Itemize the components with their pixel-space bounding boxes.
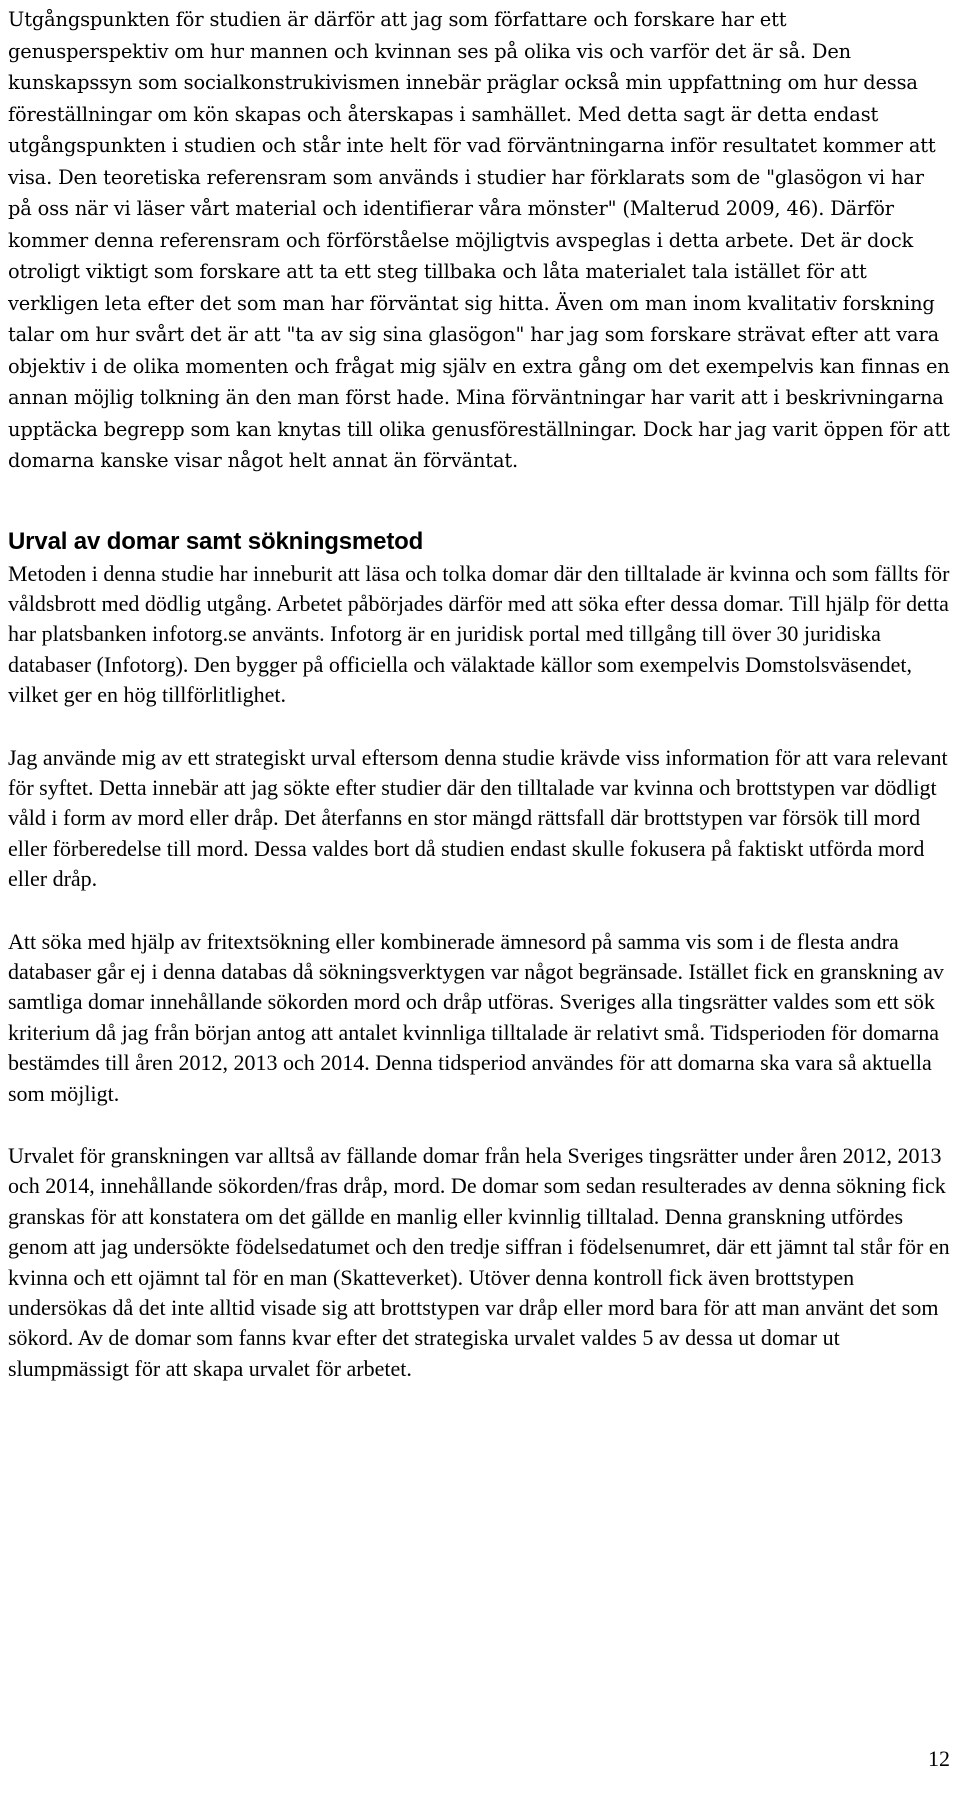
paragraph-selection-summary: Urvalet för granskningen var alltså av fällande domar från hela Sveriges tingsrätter under åren 2012, 2013 och 2014, innehållande sökorden/fras dråp, mord. De domar som sedan resulterades av denna sökning fick granskas för att konstatera om det gällde en manlig eller kvinnlig tilltalad. Denna granskning utfördes genom att jag undersökte födelsedatumet och den tredje siffran i födelsenumret, där ett jämnt tal står för en kvinna och ett ojämnt tal för en man (Skatteverket). Utöver denna kontroll fick även brottstypen undersökas då det inte alltid visade sig att brottstypen var dråp eller mord bara för att man använt det som sökord. Av de domar som fanns kvar efter det strategiska urvalet valdes 5 av dessa ut domar ut slumpmässigt för att skapa urvalet för arbetet. xyxy=(8,1143,950,1381)
document-body xyxy=(8,4,952,1384)
paragraph-strategic-selection: Jag använde mig av ett strategiskt urval eftersom denna studie krävde viss information för att vara relevant för syftet. Detta innebär att jag sökte efter studier där den tilltalade var kvinna och brottstypen var dödligt våld i form av mord eller dråp. Det återfanns en stor mängd rättsfall där brottstypen var försök till mord eller förberedelse till mord. Dessa valdes bort då studien endast skulle fokusera på faktiskt utförda mord eller dråp. xyxy=(8,744,948,892)
paragraph-search-tools: Att söka med hjälp av fritextsökning eller kombinerade ämnesord på samma vis som i de flesta andra databaser går ej i denna databas då sökningsverktygen var något begränsade. Istället fick en granskning av samtliga domar innehållande sökorden mord och dråp utföras. Sveriges alla tingsrätter valdes som ett sök kriterium då jag från början antog att antalet kvinnliga tilltalade är relativt små. Tidsperioden för domarna bestämdes till åren 2012, 2013 och 2014. Denna tidsperiod användes för att domarna ska vara så aktuella som möjligt. xyxy=(8,928,944,1106)
section-heading: Urval av domar samt sökningsmetod xyxy=(8,527,424,555)
page-number: 12 xyxy=(928,1746,950,1771)
intro-paragraph: Utgångspunkten för studien är därför att jag som författare och forskare har ett genusperspektiv om hur mannen och kvinnan ses på olika vis och varför det är så. Den kunskapssyn som socialkonstrukivismen innebär präglar också min uppfattning om hur dessa föreställningar om kön skapas och återskapas i samhället. Med detta sagt är detta endast utgångspunkten i studien och står inte helt för vad förväntningarna inför resultatet kommer att visa. Den teoretiska referensram som används i studier har förklarats som de "glasögon vi har på oss när vi läser vårt material och identifierar våra mönster" (Malterud 2009, 46). Därför kommer denna referensram och förförståelse möjligtvis avspeglas i detta arbete. Det är dock otroligt viktigt som forskare att ta ett steg tillbaka och låta materialet tala istället för att verkligen leta efter det som man har förväntat sig hitta. Även om man inom kvalitativ forskning talar om hur svårt det är att "ta av sig sina glasögon" har jag som forskare strävat efter att vara objektiv i de olika momenten och frågat mig själv en extra gång om det exempelvis kan finnas en annan möjlig tolkning än den man först hade. Mina förväntningar har varit att i beskrivningarna upptäcka begrepp som kan knytas till olika genusföreställningar. Dock har jag varit öppen för att domarna kanske visar något helt annat än förväntat. xyxy=(8,8,950,472)
paragraph-method: Metoden i denna studie har inneburit att läsa och tolka domar där den tilltalade är kvinna och som fällts för våldsbrott med dödlig utgång. Arbetet påbörjades därför med att söka efter dessa domar. Till hjälp för detta har platsbanken infotorg.se använts. Infotorg är en juridisk portal med tillgång till över 30 juridiska databaser (Infotorg). Den bygger på officiella och välaktade källor som exempelvis Domstolsväsendet, vilket ger en hög tillförlitlighet. xyxy=(8,560,950,708)
